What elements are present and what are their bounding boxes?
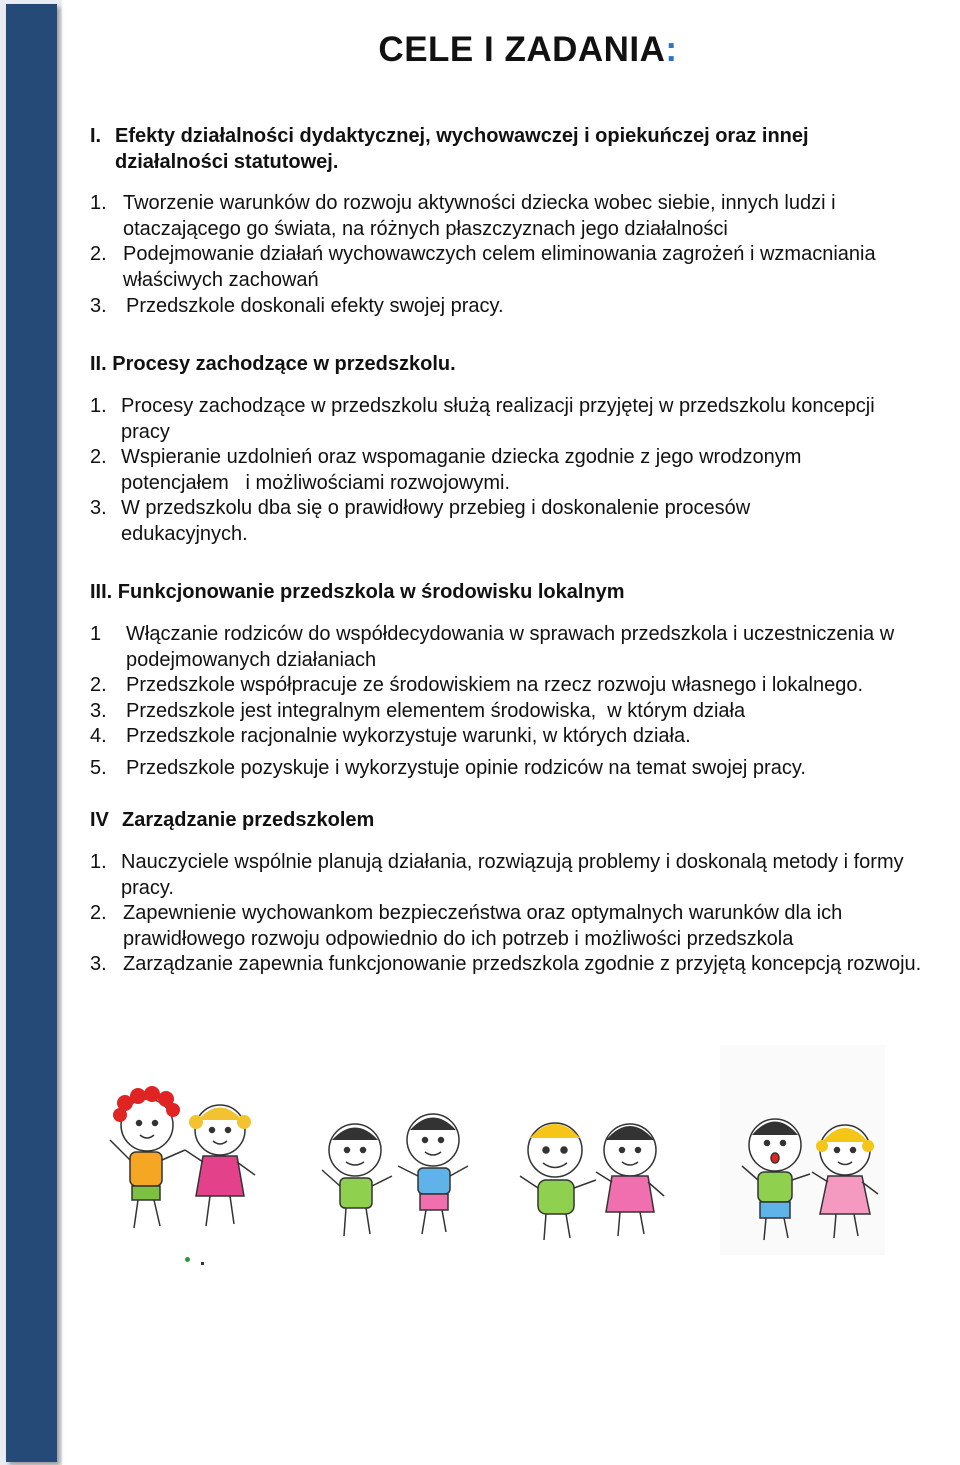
item-text: Przedszkole pozyskuje i wykorzystuje opinie rodziców na temat swojej pracy. [126, 757, 806, 779]
item-number: 1. [90, 851, 107, 873]
title-text: CELE I ZADANIA [378, 30, 666, 69]
item-number: 2. [90, 243, 107, 265]
item-number: 3. [90, 295, 107, 317]
child-figure [185, 1105, 255, 1226]
item-number: 1. [90, 192, 107, 214]
item-text: Zapewnienie wychowankom bezpieczeństwa oraz optymalnych warunków dla ich prawidłowego rozwoju odpowiednio do ich potrzeb i możliwości przedszkola [123, 902, 843, 950]
section-heading-text: Procesy zachodzące w przedszkolu. [112, 353, 456, 375]
item-text: W przedszkolu dba się o prawidłowy przebieg i doskonalenie procesów edukacyjnych. [121, 497, 751, 545]
section-heading-text: Zarządzanie przedszkolem [122, 809, 375, 831]
item-number: 2. [90, 446, 107, 468]
section-number: I. [90, 125, 102, 147]
section-heading-text: Funkcjonowanie przedszkola w środowisku lokalnym [117, 581, 625, 603]
child-figure [596, 1124, 664, 1236]
section-number: IV [90, 809, 109, 831]
child-figure [110, 1086, 185, 1228]
child-figure [322, 1124, 392, 1236]
item-number: 2. [90, 674, 107, 696]
green-dot [185, 1257, 190, 1262]
item-text: Podejmowanie działań wychowawczych celem eliminowania zagrożeń i wzmacniania właściwych zachowań [123, 243, 876, 291]
item-text: Zarządzanie zapewnia funkcjonowanie przedszkola zgodnie z przyjętą koncepcją rozwoju. [123, 953, 922, 975]
item-text: Włączanie rodziców do współdecydowania w sprawach przedszkola i uczestniczenia w podejmowanych działaniach [126, 623, 906, 671]
item-number: 1 [90, 623, 102, 645]
item-number: 3. [90, 497, 107, 519]
item-text: Przedszkole racjonalnie wykorzystuje warunki, w których działa. [126, 725, 691, 747]
child-figure [398, 1114, 468, 1234]
item-number: 3. [90, 953, 107, 975]
item-text: Procesy zachodzące w przedszkolu służą realizacji przyjętej w przedszkolu koncepcji pracy [121, 395, 875, 443]
item-text: Przedszkole jest integralnym elementem środowiska, w którym działa [126, 700, 746, 722]
section-number: III. [90, 581, 113, 603]
title-colon: : [665, 30, 678, 69]
item-number: 2. [90, 902, 107, 924]
item-number: 4. [90, 725, 107, 747]
child-figure [520, 1123, 596, 1240]
item-number: 1. [90, 395, 107, 417]
item-text: Wspieranie uzdolnień oraz wspomaganie dziecka zgodnie z jego wrodzonym potencjałem i możliwościami rozwojowymi. [121, 446, 807, 494]
item-text: Nauczyciele wspólnie planują działania, rozwiązują problemy i doskonalą metody i formy pracy. [121, 851, 904, 899]
item-number: 3. [90, 700, 107, 722]
black-dot [201, 1262, 204, 1265]
item-text: Tworzenie warunków do rozwoju aktywności dziecka wobec siebie, innych ludzi i otaczającego go świata, na różnych płaszczyznach jego działalności [123, 192, 836, 240]
item-text: Przedszkole doskonali efekty swojej pracy. [126, 295, 504, 317]
section-number: II. [90, 353, 107, 375]
section-heading-text: Efekty działalności dydaktycznej, wychowawczej i opiekuńczej oraz innej działalności statutowej. [115, 125, 809, 173]
item-text: Przedszkole współpracuje ze środowiskiem na rzecz rozwoju własnego i lokalnego. [126, 674, 864, 696]
item-number: 5. [90, 757, 107, 779]
